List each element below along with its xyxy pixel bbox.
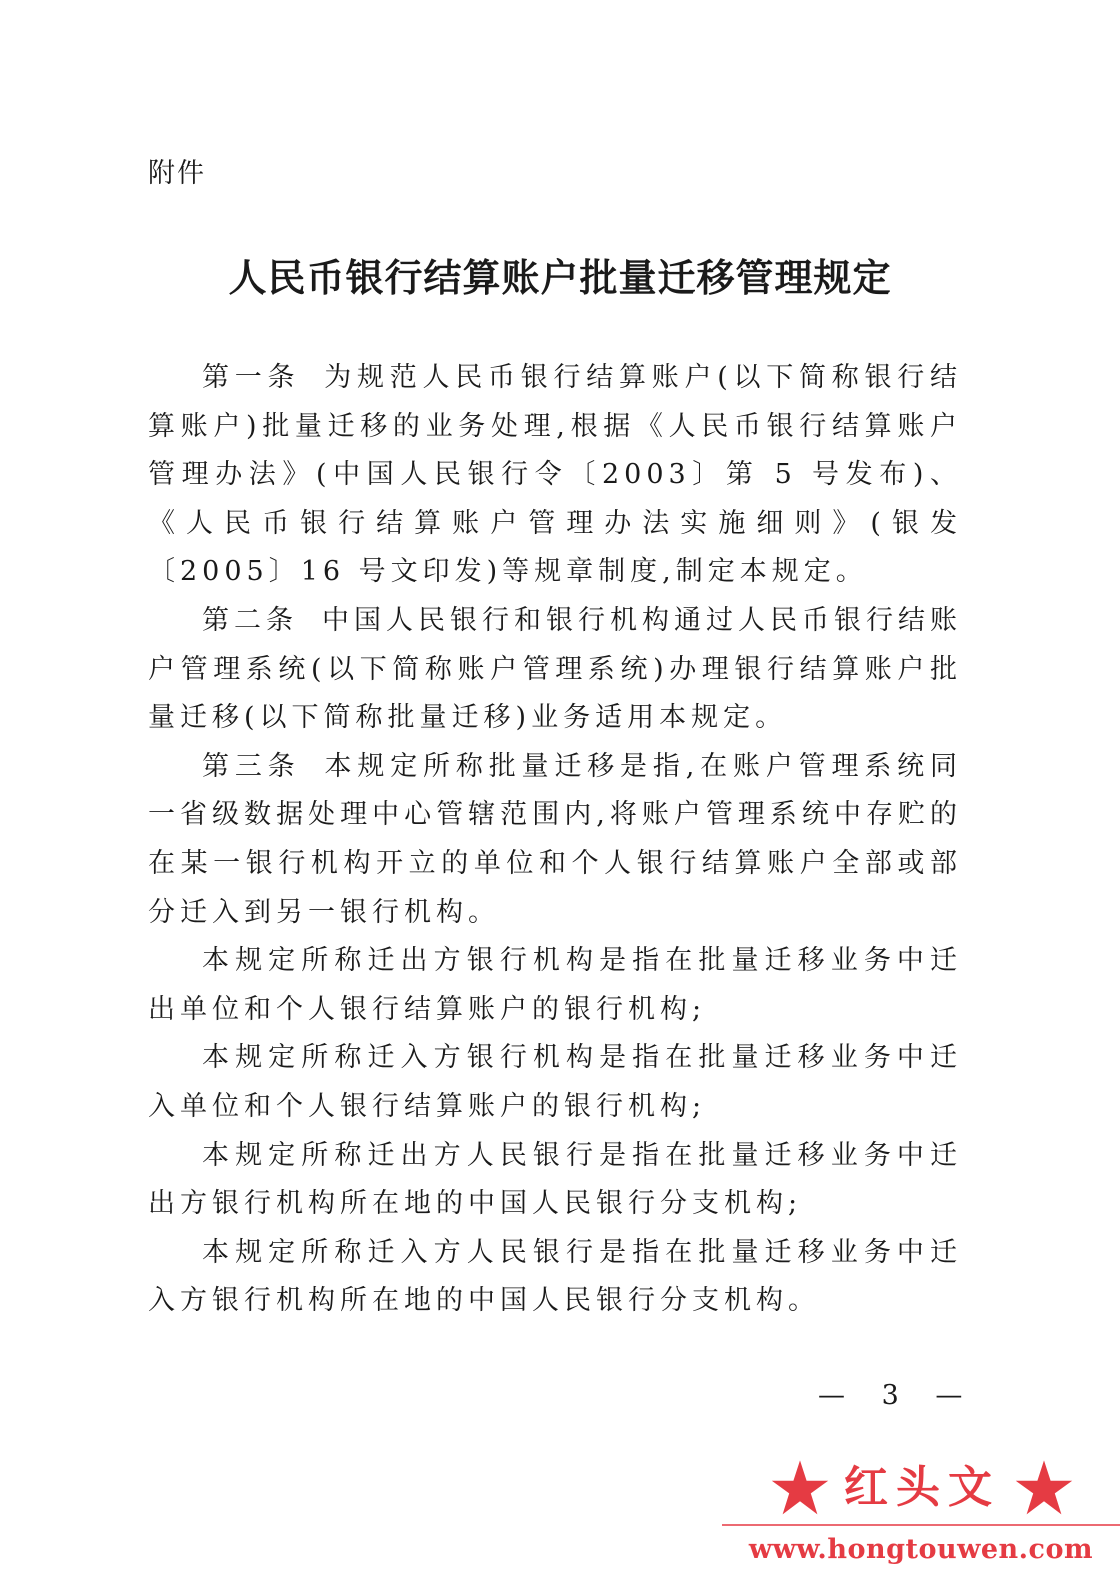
article-1 [148,354,962,597]
article-text: 为规范人民币银行结算账户(以下简称银行结算账户)批量迁移的业务处理,根据《人民币银行结算账户管理办法》(中国人民银行令〔2003〕第 5 号发布)、《人民币银行结算账户管理办法实施细则》(银发〔2005〕16 号文印发)等规章制度,制定本规定。 [148,362,962,588]
definition-paragraph: 本规定所称迁出方人民银行是指在批量迁移业务中迁出方银行机构所在地的中国人民银行分支机构; [148,1139,962,1220]
article-number: 第一条 [202,362,301,393]
attachment-label: 附件 [148,158,206,189]
watermark-name: 红头文 [844,1462,1000,1513]
definition-paragraph: 本规定所称迁入方人民银行是指在批量迁移业务中迁入方银行机构所在地的中国人民银行分支机构。 [148,1236,962,1317]
document-body [148,354,962,1326]
definition-paragraph: 本规定所称迁出方银行机构是指在批量迁移业务中迁出单位和个人银行结算账户的银行机构; [148,945,962,1025]
page-number: — 3 — [818,1380,977,1411]
article-number: 第三条 [202,750,301,782]
article-text: 中国人民银行和银行机构通过人民币银行结账户管理系统(以下简称账户管理系统)办理银行结算账户批量迁移(以下简称批量迁移)业务适用本规定。 [148,604,962,734]
watermark-logo [722,1452,1120,1585]
watermark-title [732,1452,1112,1524]
watermark-divider [722,1524,1120,1526]
definition-paragraph: 本规定所称迁入方银行机构是指在批量迁移业务中迁入单位和个人银行结算账户的银行机构; [148,1042,962,1122]
star-icon [1014,1458,1074,1518]
article-2 [148,597,962,743]
watermark-url: www.hongtouwen.com [748,1534,1094,1565]
article-number: 第二条 [202,604,298,636]
article-3 [148,743,962,937]
star-icon [770,1458,830,1518]
article-text: 本规定所称批量迁移是指,在账户管理系统同一省级数据处理中心管辖范围内,将账户管理系统中存贮的在某一银行机构开立的单位和个人银行结算账户全部或部分迁入到另一银行机构。 [148,750,962,928]
document-title: 人民币银行结算账户批量迁移管理规定 [228,255,892,300]
